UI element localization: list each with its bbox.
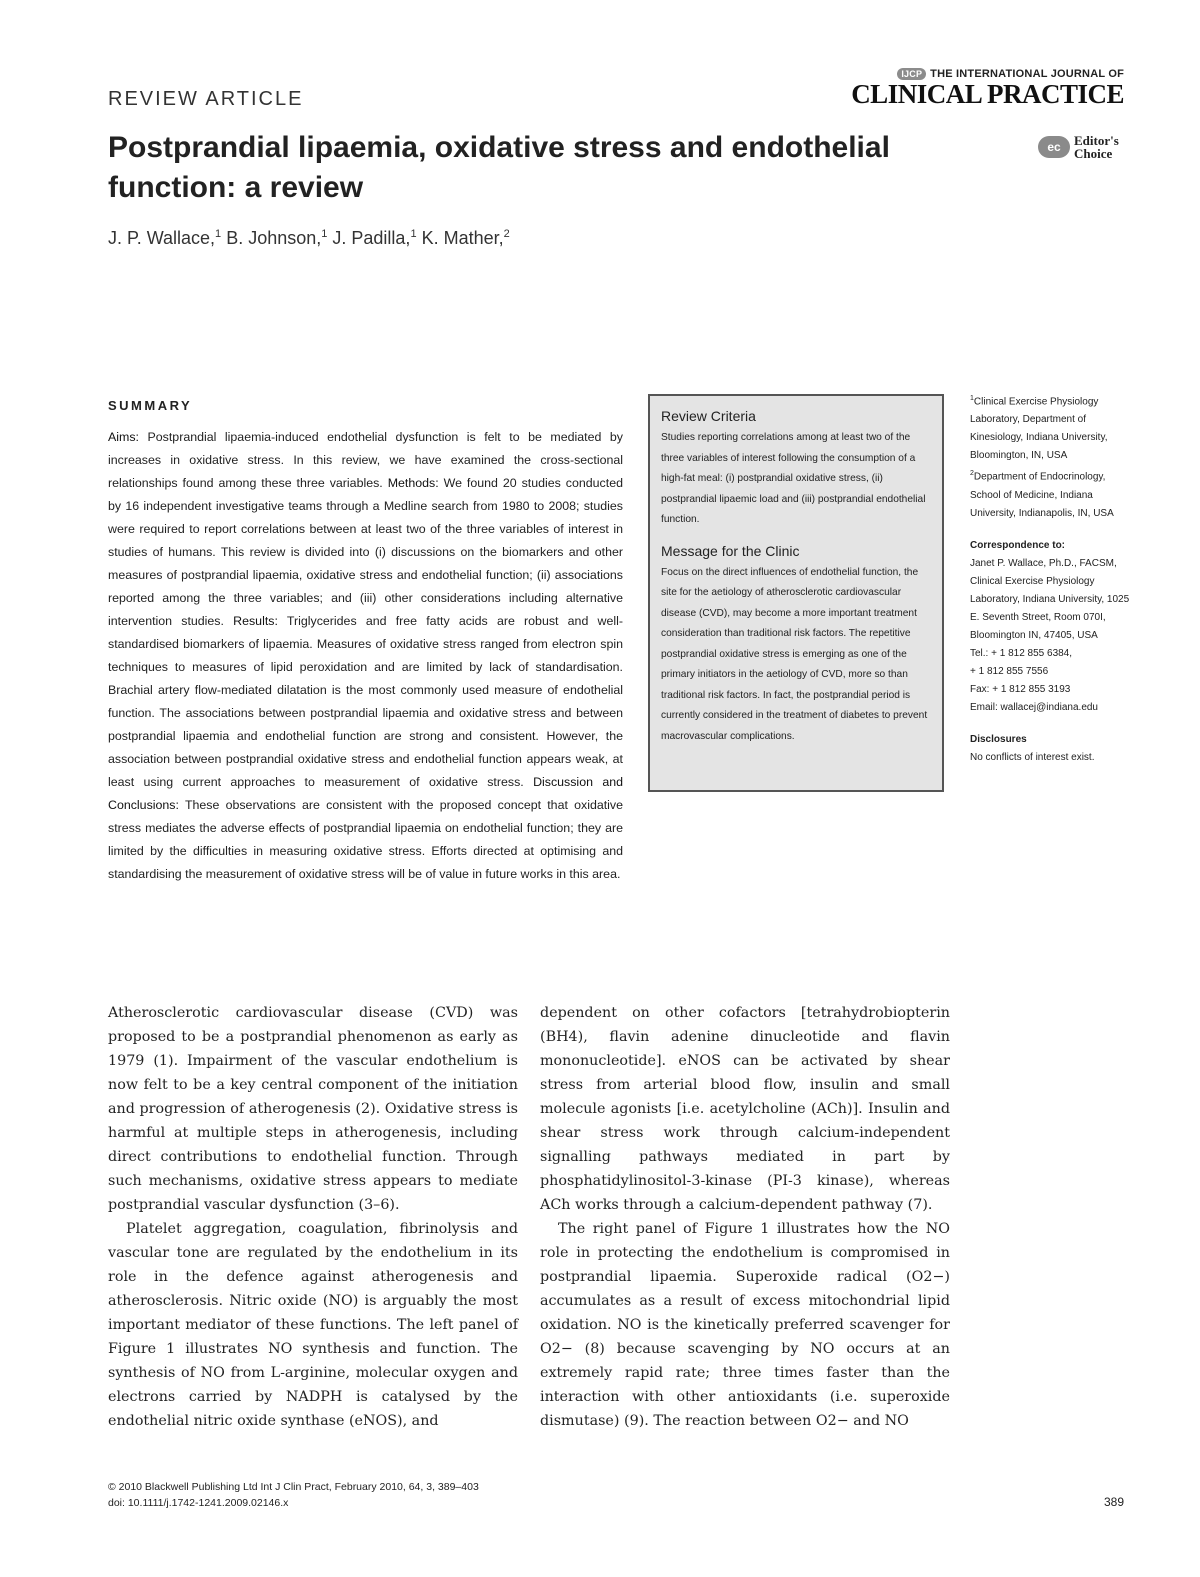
body-paragraph: Platelet aggregation, coagulation, fibrinolysis and vascular tone are regulated by the endothelium in its role in the defence against atherogenesis and atherosclerosis. Nitric oxide (NO) is arguably the most important mediator of these functions. The left panel of Figure 1 illustrates NO synthesis and function. The synthesis of NO from L-arginine, molecular oxygen and electrons carried by NADPH is catalysed by the endothelial nitric oxide synthase (eNOS), and: [108, 1221, 518, 1429]
affiliation-text: Department of Endocrinology, School of Medicine, Indiana University, Indianapolis, IN, USA: [970, 471, 1114, 519]
affiliation-1: [970, 390, 1130, 465]
author-affiliation: 1: [321, 228, 328, 240]
review-criteria-text: Studies reporting correlations among at least two of the three variables of interest following the consumption of a high-fat meal: (i) postprandial oxidative stress, (ii) postprandial lipaemic load and (iii) postprandial endothelial function.: [661, 432, 926, 525]
body-paragraph: Atherosclerotic cardiovascular disease (CVD) was proposed to be a postprandial phenomenon as early as 1979 (1). Impairment of the vascular endothelium is now felt to be a key central component of the initiation and progression of atherogenesis (2). Oxidative stress is harmful at multiple steps in atherogenesis, including direct contributions to endothelial function. Through such mechanisms, oxidative stress appears to mediate postprandial vascular dysfunction (3–6).: [108, 1005, 518, 1213]
aims-label: Aims:: [108, 430, 139, 444]
journal-top-line: THE INTERNATIONAL JOURNAL OF: [930, 68, 1124, 80]
editors-choice-badge: [1038, 134, 1119, 160]
journal-badge: IJCP: [897, 68, 926, 80]
author-name: J. Padilla,: [332, 228, 411, 248]
editors-choice-line1: Editor's: [1074, 133, 1119, 148]
methods-label: Methods:: [387, 476, 439, 490]
conclusions-label: Discussion and Conclusions:: [108, 775, 623, 812]
copyright-line: © 2010 Blackwell Publishing Ltd Int J Clin Pract, February 2010, 64, 3, 389–403: [108, 1481, 479, 1493]
author-name: K. Mather,: [421, 228, 504, 248]
body-paragraph: The right panel of Figure 1 illustrates how the NO role in protecting the endothelium is compromised in postprandial lipaemia. Superoxide radical (O2−) accumulates as a result of excess mitochondrial lipid oxidation. NO is the kinetically preferred scavenger for O2− (8) because scavenging by NO occurs at an extremely rapid rate; three times faster than the interaction with other antioxidants (i.e. superoxide dismutase) (9). The reaction between O2− and NO: [540, 1221, 950, 1429]
journal-name: CLINICAL PRACTICE: [851, 79, 1124, 109]
affiliations: [970, 390, 1130, 767]
correspondence-heading: Correspondence to:: [970, 539, 1066, 551]
author-name: B. Johnson,: [226, 228, 322, 248]
correspondence-tel2: + 1 812 855 7556: [970, 665, 1049, 677]
methods-text: We found 20 studies conducted by 16 independent investigative teams through a Medline search from 1980 to 2008; studies were required to report correlations between at least two of the three variables of interest in studies of humans. This review is divided into (i) discussions on the biomarkers and other measures of postprandial lipaemia, oxidative stress and endothelial function; (ii) associations reported among the three variables; and (iii) other considerations including alternative intervention studies.: [108, 476, 623, 628]
article-title: Postprandial lipaemia, oxidative stress and endothelial function: a review: [108, 131, 890, 204]
author-name: J. P. Wallace,: [108, 228, 216, 248]
author-list: [108, 228, 510, 249]
affiliation-2: [970, 465, 1130, 522]
message-clinic-text: Focus on the direct influences of endothelial function, the site for the aetiology of atherosclerotic cardiovascular disease (CVD), may become a more important treatment consideration than traditional risk factors. The repetitive postprandial oxidative stress is emerging as one of the primary initiators in the aetiology of CVD, more so than traditional risk factors. In fact, the postprandial period is currently considered in the treatment of diabetes to prevent macrovascular complications.: [661, 566, 928, 742]
aims-text: Postprandial lipaemia-induced endothelial dysfunction is felt to be mediated by increases in oxidative stress. In this review, we have examined the cross-sectional relationships found among these three variables.: [108, 430, 623, 490]
conclusions-text: These observations are consistent with the proposed concept that oxidative stress mediates the adverse effects of postprandial lipaemia on endothelial function; they are limited by the difficulties in measuring oxidative stress. Efforts directed at optimising and standardising the measurement of oxidative stress will be of value in future works in this area.: [108, 798, 624, 881]
summary-section: [108, 398, 623, 886]
review-criteria-box: [648, 394, 944, 792]
editors-choice-line2: Choice: [1074, 146, 1113, 161]
summary-text: [108, 426, 623, 886]
correspondence-name: Janet P. Wallace, Ph.D., FACSM,: [970, 557, 1117, 569]
message-clinic-heading: Message for the Clinic: [661, 542, 800, 559]
author-affiliation: 1: [215, 228, 222, 240]
author-affiliation: 2: [503, 228, 510, 240]
review-criteria-heading: Review Criteria: [661, 408, 756, 424]
correspondence-fax: Fax: + 1 812 855 3193: [970, 683, 1071, 695]
page-number: 389: [1103, 1495, 1124, 1509]
correspondence-tel: Tel.: + 1 812 855 6384,: [970, 647, 1073, 659]
summary-heading: SUMMARY: [108, 398, 193, 413]
disclosures-text: No conflicts of interest exist.: [970, 751, 1095, 763]
doi-line: doi: 10.1111/j.1742-1241.2009.02146.x: [108, 1497, 289, 1509]
section-label: REVIEW ARTICLE: [108, 88, 304, 110]
results-label: Results:: [233, 614, 278, 628]
editors-choice-icon: ec: [1038, 136, 1070, 158]
disclosures-heading: Disclosures: [970, 733, 1027, 745]
correspondence-email: Email: wallacej@indiana.edu: [970, 701, 1098, 713]
affiliation-number: 2: [970, 470, 974, 478]
affiliation-text: Clinical Exercise Physiology Laboratory, Department of Kinesiology, Indiana University, Bloomington, IN, USA: [970, 396, 1108, 462]
body-column-right: [540, 1001, 950, 1433]
body-column-left: [108, 1001, 518, 1433]
results-text: Triglycerides and free fatty acids are robust and well-standardised biomarkers of lipaemia. Measures of oxidative stress ranged from electron spin techniques to measures of lipid peroxidation and are limited by lack of standardisation. Brachial artery flow-mediated dilatation is the most commonly used measure of endothelial function. The associations between postprandial lipaemia and oxidative stress and between postprandial lipaemia and endothelial function are strong and consistent. However, the association between postprandial oxidative stress and endothelial function appears weak, at least using current approaches to measurement of oxidative stress.: [108, 614, 623, 789]
affiliation-number: 1: [970, 395, 974, 402]
page-footer: [108, 1479, 479, 1511]
journal-logo: [851, 68, 1124, 108]
body-paragraph: dependent on other cofactors [tetrahydrobiopterin (BH4), flavin adenine dinucleotide and flavin mononucleotide]. eNOS can be activated by shear stress from arterial blood flow, insulin and small molecule agonists [i.e. acetylcholine (ACh)]. Insulin and shear stress work through calcium-independent signalling pathways mediated in part by phosphatidylinositol-3-kinase (PI-3 kinase), whereas ACh works through a calcium-dependent pathway (7).: [540, 1005, 950, 1213]
author-affiliation: 1: [410, 228, 417, 240]
correspondence-address: Clinical Exercise Physiology Laboratory, Indiana University, 1025 E. Seventh Street, Room 070I, Bloomington IN, 47405, USA: [970, 575, 1130, 641]
